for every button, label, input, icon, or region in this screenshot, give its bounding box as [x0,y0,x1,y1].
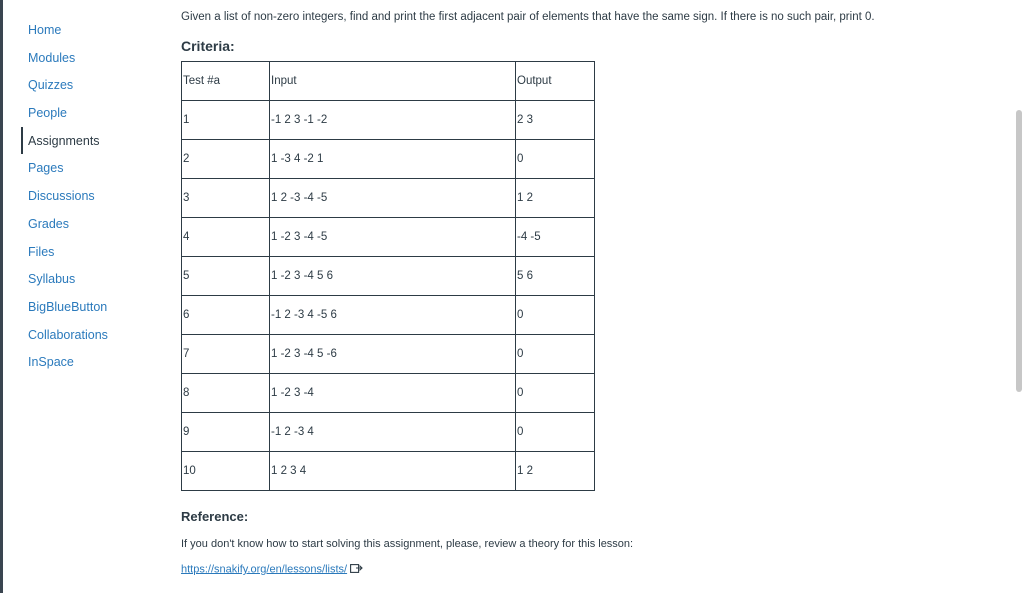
nav-item-collaborations[interactable]: Collaborations [28,327,108,342]
output-cell: 1 2 [516,179,595,218]
table-header-row [182,62,595,101]
table-row [182,257,595,296]
input-cell: -1 2 3 -1 -2 [270,101,516,140]
column-header: Test #a [182,62,270,101]
nav-item-bigbluebutton[interactable]: BigBlueButton [28,299,108,314]
table-row [182,218,595,257]
table-row [182,335,595,374]
test-number-cell: 9 [182,413,270,452]
test-number-cell: 3 [182,179,270,218]
nav-item-assignments[interactable]: Assignments [21,127,161,155]
test-number-cell: 5 [182,257,270,296]
test-number-cell: 6 [182,296,270,335]
output-cell: 0 [516,296,595,335]
nav-item-syllabus[interactable]: Syllabus [28,272,76,287]
external-link-icon [350,563,363,576]
input-cell: 1 -2 3 -4 -5 [270,218,516,257]
input-cell: -1 2 -3 4 [270,413,516,452]
column-header: Output [516,62,595,101]
table-row [182,179,595,218]
output-cell: 0 [516,140,595,179]
nav-item-inspace[interactable]: InSpace [28,355,74,370]
test-number-cell: 2 [182,140,270,179]
nav-item-pages[interactable]: Pages [28,161,64,176]
reference-hint: If you don't know how to start solving this assignment, please, review a theory for this lesson: [181,538,634,550]
output-cell: 2 3 [516,101,595,140]
input-cell: 1 2 3 4 [270,452,516,491]
column-header: Input [270,62,516,101]
test-cases-table [181,61,595,491]
output-cell: 0 [516,374,595,413]
lesson-link[interactable]: https://snakify.org/en/lessons/lists/ [181,563,348,576]
course-nav [21,16,161,376]
input-cell: 1 2 -3 -4 -5 [270,179,516,218]
reference-link-row [181,563,363,576]
output-cell: 5 6 [516,257,595,296]
table-row [182,140,595,179]
nav-item-discussions[interactable]: Discussions [28,189,95,204]
nav-item-modules[interactable]: Modules [28,50,76,65]
nav-item-files[interactable]: Files [28,244,55,259]
assignment-description: Given a list of non-zero integers, find and print the first adjacent pair of elements that have the same sign. If there is no such pair, print 0. [181,11,875,23]
test-number-cell: 4 [182,218,270,257]
output-cell: -4 -5 [516,218,595,257]
nav-item-home[interactable]: Home [28,23,62,37]
output-cell: 1 2 [516,452,595,491]
input-cell: 1 -2 3 -4 5 -6 [270,335,516,374]
nav-item-people[interactable]: People [28,106,67,121]
reference-heading: Reference: [181,509,249,524]
page-scrollbar[interactable] [1016,110,1022,392]
left-rail [0,0,3,593]
table-row [182,452,595,491]
table-row [182,101,595,140]
table-row [182,413,595,452]
criteria-heading: Criteria: [181,38,235,54]
test-number-cell: 7 [182,335,270,374]
nav-item-grades[interactable]: Grades [28,216,69,231]
input-cell: -1 2 -3 4 -5 6 [270,296,516,335]
test-number-cell: 8 [182,374,270,413]
table-row [182,374,595,413]
table-row [182,296,595,335]
input-cell: 1 -2 3 -4 5 6 [270,257,516,296]
input-cell: 1 -2 3 -4 [270,374,516,413]
output-cell: 0 [516,413,595,452]
nav-item-quizzes[interactable]: Quizzes [28,78,74,93]
test-number-cell: 10 [182,452,270,491]
test-number-cell: 1 [182,101,270,140]
input-cell: 1 -3 4 -2 1 [270,140,516,179]
output-cell: 0 [516,335,595,374]
